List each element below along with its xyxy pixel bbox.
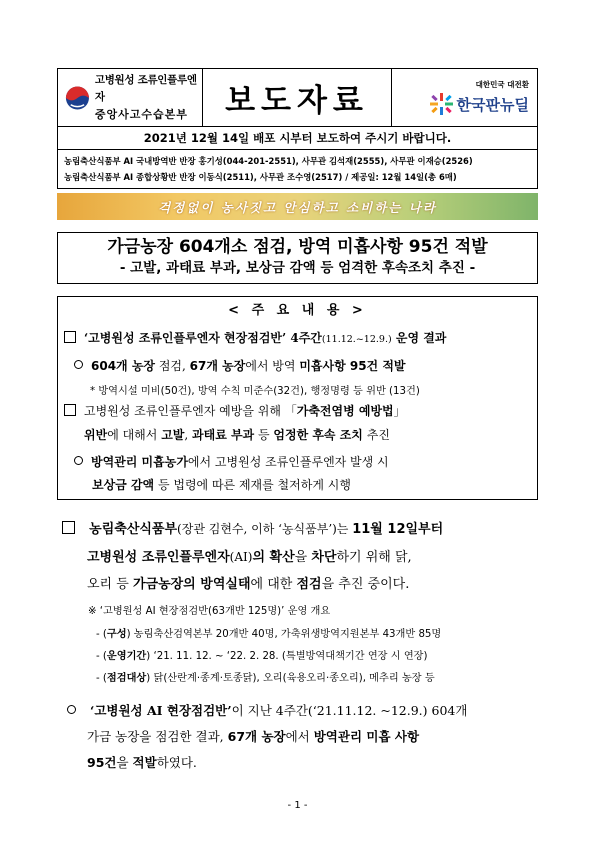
note-item-composition: - (구성) 농림축산검역본부 20개반 40명, 가축위생방역지원본부 43개반 85명 bbox=[96, 629, 442, 640]
slogan-banner bbox=[57, 193, 538, 220]
government-emblem-icon bbox=[64, 84, 91, 112]
summary-item-2-note: * 방역시설 미비(50건), 방역 수칙 미준수(32건), 행정명령 등 위반 (13건) bbox=[90, 386, 420, 397]
summary-item-3: 고병원성 조류인플루엔자 예방을 위해 「가축전염병 예방법」 bbox=[64, 402, 406, 419]
bullet-circle-icon bbox=[74, 360, 83, 369]
body-para-2-line2: 가금 농장을 점검한 결과, 67개 농장에서 방역관리 미흡 사항 bbox=[87, 729, 420, 744]
note-item-period: - (운영기간) ‘21. 11. 12. ~ ‘22. 2. 28. (특별방역대책기간 연장 시 연장) bbox=[96, 651, 428, 662]
bullet-circle-icon bbox=[74, 456, 83, 465]
checkbox-square-icon bbox=[64, 331, 76, 343]
body-para-1-line3: 오리 등 가금농장의 방역실태에 대한 점검을 추진 중이다. bbox=[87, 577, 410, 592]
brand-block bbox=[392, 69, 537, 126]
subheadline: - 고발, 과태료 부과, 보상금 감액 등 엄격한 후속조치 추진 - bbox=[119, 260, 476, 276]
contact-info bbox=[58, 150, 537, 188]
checkbox-square-icon bbox=[64, 404, 76, 416]
summary-item-1: ‘고병원성 조류인플루엔자 현장점검반’ 4주간(11.12.~12.9.) 운영 결과 bbox=[64, 329, 446, 346]
headline: 가금농장 604개소 점검, 방역 미흡사항 95건 적발 bbox=[107, 237, 488, 257]
body-para-1-line1: 농림축산식품부(장관 김현수, 이하 ‘농식품부’)는 11월 12일부터 bbox=[62, 518, 443, 537]
body-para-2-line3: 95건을 적발하였다. bbox=[87, 755, 197, 770]
page-number: - 1 - bbox=[287, 800, 308, 811]
summary-item-3-cont: 위반에 대해서 고발, 과태료 부과 등 엄정한 후속 조치 추진 bbox=[84, 428, 390, 442]
key-points-heading: < 주 요 내 용 > bbox=[228, 303, 367, 318]
gov-slogan: 대한민국 대전환 bbox=[475, 80, 529, 89]
embargo-notice: 2021년 12월 14일 배포 시부터 보도하여 주시기 바랍니다. bbox=[58, 127, 537, 150]
brand-name: 한국판뉴딜 bbox=[456, 95, 529, 114]
slogan-text: 걱정없이 농사짓고 안심하고 소비하는 나라 bbox=[158, 199, 437, 215]
summary-item-2: 604개 농장 점검, 67개 농장에서 방역 미흡사항 95건 적발 bbox=[74, 357, 406, 374]
press-header bbox=[57, 68, 538, 189]
summary-item-4-cont: 보상금 감액 등 법령에 따른 제재를 철저하게 시행 bbox=[92, 478, 351, 492]
korean-new-deal-logo-icon bbox=[429, 92, 455, 116]
contact-line-2: 농림축산식품부 AI 종합상황반 반장 이동식(2511), 사무관 조수영(2517) / 제공일: 12월 14일(총 6매) bbox=[64, 172, 457, 182]
body-para-2-line1: ‘고병원성 AI 현장점검반’이 지난 4주간(‘21.11.12. ~12.9.) 604개 bbox=[67, 701, 467, 719]
headline-box bbox=[57, 232, 538, 284]
checkbox-square-icon bbox=[62, 521, 75, 534]
header-top-row bbox=[58, 69, 537, 127]
contact-line-1: 농림축산식품부 AI 국내방역반 반장 홍기성(044-201-2551), 사무관 김석재(2555), 사무관 이재승(2526) bbox=[64, 156, 473, 166]
body-para-1-line2: 고병원성 조류인플루엔자(AI)의 확산을 차단하기 위해 닭, bbox=[87, 550, 412, 565]
doc-type-title: 보도자료 bbox=[203, 69, 392, 126]
key-points-box bbox=[57, 296, 538, 500]
summary-item-4: 방역관리 미흡농가에서 고병원성 조류인플루엔자 발생 시 bbox=[74, 453, 389, 470]
org-block bbox=[58, 69, 203, 126]
org-name-line1: 고병원성 조류인플루엔자 bbox=[94, 74, 197, 103]
bullet-circle-icon bbox=[67, 705, 76, 714]
org-name-line2: 중앙사고수습본부 bbox=[94, 108, 188, 121]
note-item-targets: - (점검대상) 닭(산란계·종계·토종닭), 오리(육용오리·종오리), 메추리 농장 등 bbox=[96, 673, 435, 684]
note-heading: ※ ‘고병원성 AI 현장점검반(63개반 125명)’ 운영 개요 bbox=[88, 606, 331, 617]
